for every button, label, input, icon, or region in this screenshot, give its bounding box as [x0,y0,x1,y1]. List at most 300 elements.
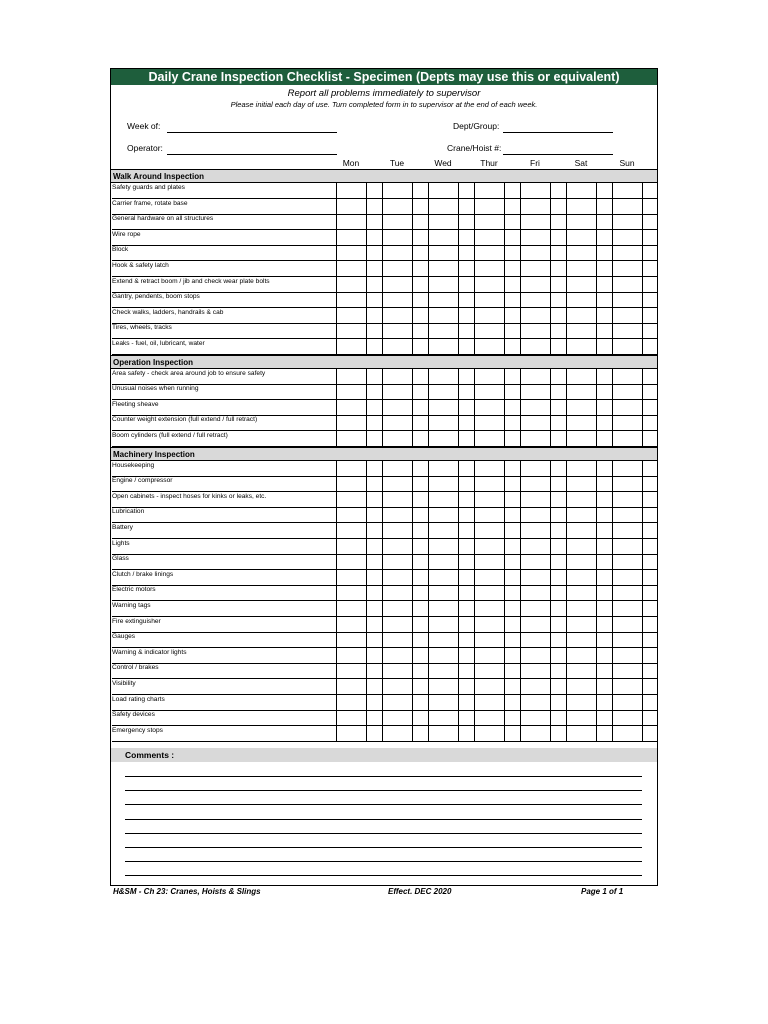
day-check-box[interactable] [612,617,643,633]
day-check-box[interactable] [382,384,413,400]
day-check-box[interactable] [336,601,367,617]
comment-line[interactable] [125,776,642,777]
day-check-box[interactable] [474,245,505,261]
day-check-box[interactable] [474,230,505,246]
row-gutter [367,617,382,633]
day-check-box[interactable] [428,261,459,277]
day-check-box[interactable] [336,523,367,539]
day-check-box[interactable] [336,679,367,695]
day-check-box[interactable] [520,384,551,400]
day-check-box[interactable] [336,230,367,246]
day-check-box[interactable] [336,277,367,293]
day-check-box[interactable] [336,384,367,400]
day-check-box[interactable] [336,339,367,355]
day-check-box[interactable] [428,308,459,324]
row-gutter [367,214,382,230]
row-gutter [413,726,428,742]
comment-line[interactable] [125,819,642,820]
day-check-box[interactable] [474,339,505,355]
row-gutter [643,199,658,215]
day-check-box[interactable] [566,461,597,477]
day-check-box[interactable] [428,476,459,492]
day-check-box[interactable] [336,726,367,742]
day-check-box[interactable] [520,617,551,633]
day-check-box[interactable] [566,308,597,324]
day-check-box[interactable] [566,369,597,385]
row-gutter [597,183,612,199]
comment-line[interactable] [125,804,642,805]
checklist-item-label: Safety devices [112,710,336,726]
day-check-box[interactable] [336,323,367,339]
day-check-box[interactable] [382,292,413,308]
row-gutter [551,523,566,539]
day-check-box[interactable] [336,617,367,633]
day-check-box[interactable] [520,339,551,355]
day-check-box[interactable] [520,308,551,324]
row-gutter [367,323,382,339]
operator-input[interactable] [167,154,337,155]
day-check-box[interactable] [428,199,459,215]
day-check-box[interactable] [612,601,643,617]
day-check-box[interactable] [520,183,551,199]
day-check-box[interactable] [520,663,551,679]
row-gutter [505,323,520,339]
day-check-box[interactable] [336,369,367,385]
row-gutter [643,369,658,385]
day-check-box[interactable] [428,539,459,555]
day-check-box[interactable] [474,261,505,277]
day-check-box[interactable] [382,523,413,539]
day-check-box[interactable] [336,554,367,570]
day-check-box[interactable] [612,323,643,339]
day-check-box[interactable] [612,230,643,246]
day-check-box[interactable] [520,245,551,261]
day-check-box[interactable] [520,214,551,230]
day-check-box[interactable] [566,523,597,539]
day-check-box[interactable] [428,492,459,508]
day-check-box[interactable] [382,539,413,555]
day-check-box[interactable] [428,554,459,570]
day-check-box[interactable] [428,585,459,601]
day-check-box[interactable] [566,648,597,664]
day-check-box[interactable] [336,245,367,261]
day-check-box[interactable] [382,245,413,261]
day-check-box[interactable] [520,492,551,508]
day-check-box[interactable] [382,461,413,477]
day-check-box[interactable] [520,431,551,447]
day-check-box[interactable] [612,384,643,400]
comment-line[interactable] [125,875,642,876]
day-check-box[interactable] [428,323,459,339]
dept-group-input[interactable] [503,132,613,133]
row-gutter [459,400,474,416]
day-check-box[interactable] [474,554,505,570]
day-check-box[interactable] [612,277,643,293]
day-check-box[interactable] [474,214,505,230]
day-check-box[interactable] [474,415,505,431]
checklist-item-label: Lights [112,539,336,555]
day-check-box[interactable] [474,648,505,664]
day-check-box[interactable] [612,400,643,416]
checklist-row [111,554,657,570]
day-check-box[interactable] [566,663,597,679]
day-check-box[interactable] [474,292,505,308]
day-check-box[interactable] [566,214,597,230]
day-check-box[interactable] [474,663,505,679]
day-check-box[interactable] [612,431,643,447]
day-check-box[interactable] [474,476,505,492]
day-check-box[interactable] [382,632,413,648]
day-check-box[interactable] [382,663,413,679]
day-check-box[interactable] [566,507,597,523]
day-check-box[interactable] [382,431,413,447]
day-check-box[interactable] [382,369,413,385]
day-check-box[interactable] [428,400,459,416]
day-check-box[interactable] [612,554,643,570]
day-check-box[interactable] [612,523,643,539]
day-check-box[interactable] [428,695,459,711]
day-check-box[interactable] [612,369,643,385]
day-check-box[interactable] [382,308,413,324]
day-check-box[interactable] [474,726,505,742]
comment-line[interactable] [125,847,642,848]
day-check-box[interactable] [520,601,551,617]
day-check-box[interactable] [428,617,459,633]
day-check-box[interactable] [520,570,551,586]
day-check-box[interactable] [612,570,643,586]
day-check-box[interactable] [428,570,459,586]
day-check-box[interactable] [336,539,367,555]
day-check-box[interactable] [428,415,459,431]
day-check-box[interactable] [428,461,459,477]
day-check-box[interactable] [382,507,413,523]
row-gutter [505,277,520,293]
day-check-box[interactable] [520,476,551,492]
day-check-box[interactable] [566,585,597,601]
day-check-box[interactable] [428,523,459,539]
day-check-box[interactable] [474,570,505,586]
day-check-box[interactable] [428,245,459,261]
day-check-box[interactable] [566,539,597,555]
day-check-box[interactable] [474,695,505,711]
crane-hoist-input[interactable] [503,154,613,155]
day-check-box[interactable] [520,323,551,339]
week-of-label: Week of: [127,121,161,131]
day-check-box[interactable] [566,245,597,261]
day-check-box[interactable] [566,726,597,742]
day-check-box[interactable] [428,679,459,695]
day-check-box[interactable] [382,323,413,339]
day-check-box[interactable] [474,308,505,324]
row-gutter [459,554,474,570]
day-check-box[interactable] [612,415,643,431]
row-gutter [413,369,428,385]
day-check-box[interactable] [474,400,505,416]
day-check-box[interactable] [428,292,459,308]
day-check-box[interactable] [566,261,597,277]
day-check-box[interactable] [428,384,459,400]
day-check-box[interactable] [566,292,597,308]
day-check-box[interactable] [382,695,413,711]
day-check-box[interactable] [566,230,597,246]
day-check-box[interactable] [612,679,643,695]
day-check-box[interactable] [428,601,459,617]
day-check-box[interactable] [612,507,643,523]
day-check-box[interactable] [566,632,597,648]
day-check-box[interactable] [474,492,505,508]
day-check-box[interactable] [474,431,505,447]
row-gutter [597,292,612,308]
day-check-box[interactable] [382,339,413,355]
day-check-box[interactable] [520,539,551,555]
day-check-box[interactable] [520,292,551,308]
checklist-item-label: Wire rope [112,230,336,246]
row-gutter [551,617,566,633]
day-check-box[interactable] [336,431,367,447]
day-check-box[interactable] [566,492,597,508]
day-check-box[interactable] [566,554,597,570]
day-check-box[interactable] [566,384,597,400]
day-check-box[interactable] [566,695,597,711]
row-gutter [367,648,382,664]
day-check-box[interactable] [566,339,597,355]
day-check-box[interactable] [566,617,597,633]
row-gutter [459,585,474,601]
day-check-box[interactable] [382,492,413,508]
day-check-box[interactable] [336,585,367,601]
day-check-box[interactable] [474,710,505,726]
checklist-item-label: Fire extinguisher [112,617,336,633]
day-header: Tue [389,158,405,168]
day-check-box[interactable] [566,323,597,339]
day-check-box[interactable] [336,183,367,199]
day-check-box[interactable] [382,261,413,277]
row-gutter [551,570,566,586]
day-check-box[interactable] [336,507,367,523]
day-check-box[interactable] [566,601,597,617]
day-check-box[interactable] [566,415,597,431]
day-check-box[interactable] [336,695,367,711]
day-check-box[interactable] [428,663,459,679]
row-gutter [551,230,566,246]
day-check-box[interactable] [336,648,367,664]
day-check-box[interactable] [336,308,367,324]
day-check-box[interactable] [474,277,505,293]
row-gutter [551,476,566,492]
week-of-input[interactable] [167,132,337,133]
row-gutter [459,369,474,385]
day-check-box[interactable] [382,183,413,199]
day-check-box[interactable] [612,261,643,277]
day-check-box[interactable] [520,277,551,293]
comment-line[interactable] [125,790,642,791]
day-check-box[interactable] [336,570,367,586]
day-check-box[interactable] [382,277,413,293]
day-check-box[interactable] [474,601,505,617]
day-check-box[interactable] [474,617,505,633]
checklist-item-label: Engine / compressor [112,476,336,492]
day-check-box[interactable] [428,369,459,385]
day-check-box[interactable] [428,183,459,199]
day-check-box[interactable] [566,183,597,199]
row-gutter [505,183,520,199]
day-check-box[interactable] [566,679,597,695]
day-check-box[interactable] [520,710,551,726]
day-check-box[interactable] [428,726,459,742]
comment-line[interactable] [125,861,642,862]
comment-line[interactable] [125,833,642,834]
day-check-box[interactable] [520,679,551,695]
row-gutter [505,679,520,695]
day-check-box[interactable] [612,245,643,261]
day-check-box[interactable] [336,199,367,215]
day-check-box[interactable] [382,214,413,230]
row-gutter [597,199,612,215]
day-check-box[interactable] [382,415,413,431]
day-check-box[interactable] [382,617,413,633]
row-gutter [643,308,658,324]
row-gutter [551,323,566,339]
day-check-box[interactable] [520,415,551,431]
day-check-box[interactable] [612,710,643,726]
day-check-box[interactable] [520,230,551,246]
day-check-box[interactable] [474,323,505,339]
day-check-box[interactable] [566,570,597,586]
day-check-box[interactable] [474,539,505,555]
day-check-box[interactable] [474,523,505,539]
day-check-box[interactable] [612,648,643,664]
day-check-box[interactable] [474,461,505,477]
day-check-box[interactable] [612,308,643,324]
day-check-box[interactable] [520,261,551,277]
day-check-box[interactable] [382,199,413,215]
day-check-box[interactable] [612,214,643,230]
day-check-box[interactable] [428,648,459,664]
day-check-box[interactable] [566,277,597,293]
day-check-box[interactable] [428,339,459,355]
day-check-box[interactable] [612,199,643,215]
day-check-box[interactable] [474,183,505,199]
day-check-box[interactable] [566,400,597,416]
row-gutter [597,230,612,246]
day-check-box[interactable] [520,507,551,523]
day-check-box[interactable] [428,230,459,246]
day-check-box[interactable] [474,632,505,648]
row-gutter [505,261,520,277]
day-check-box[interactable] [336,492,367,508]
day-check-box[interactable] [612,492,643,508]
day-check-box[interactable] [612,585,643,601]
day-check-box[interactable] [612,632,643,648]
day-check-box[interactable] [566,199,597,215]
footer-right: Page 1 of 1 [581,887,624,896]
day-header: Sat [574,158,588,168]
checklist-row [111,230,657,246]
day-check-box[interactable] [428,632,459,648]
day-check-box[interactable] [382,585,413,601]
day-check-box[interactable] [520,400,551,416]
row-gutter [643,384,658,400]
day-check-box[interactable] [612,183,643,199]
day-check-box[interactable] [336,261,367,277]
day-check-box[interactable] [382,648,413,664]
checklist-item-label: Check walks, ladders, handrails & cab [112,308,336,324]
row-gutter [597,554,612,570]
day-check-box[interactable] [520,585,551,601]
day-check-box[interactable] [336,461,367,477]
day-check-box[interactable] [520,523,551,539]
day-check-box[interactable] [382,570,413,586]
day-check-box[interactable] [336,292,367,308]
day-check-box[interactable] [336,214,367,230]
day-check-box[interactable] [336,710,367,726]
day-header: Wed [434,158,452,168]
day-check-box[interactable] [612,476,643,492]
day-check-box[interactable] [520,369,551,385]
day-check-box[interactable] [336,415,367,431]
day-check-box[interactable] [382,230,413,246]
day-check-box[interactable] [336,663,367,679]
day-check-box[interactable] [474,507,505,523]
row-gutter [551,308,566,324]
day-check-box[interactable] [520,554,551,570]
day-check-box[interactable] [520,695,551,711]
day-check-box[interactable] [612,695,643,711]
day-check-box[interactable] [566,476,597,492]
row-gutter [597,507,612,523]
row-gutter [413,507,428,523]
day-check-box[interactable] [382,726,413,742]
checklist-item-label: Visibility [112,679,336,695]
day-check-box[interactable] [428,214,459,230]
day-check-box[interactable] [566,431,597,447]
day-check-box[interactable] [428,277,459,293]
row-gutter [551,663,566,679]
day-check-box[interactable] [382,400,413,416]
day-check-box[interactable] [520,632,551,648]
day-check-box[interactable] [382,601,413,617]
day-check-box[interactable] [474,585,505,601]
row-gutter [367,183,382,199]
day-check-box[interactable] [474,369,505,385]
day-check-box[interactable] [474,199,505,215]
day-check-box[interactable] [612,726,643,742]
day-check-box[interactable] [428,431,459,447]
day-check-box[interactable] [612,339,643,355]
day-check-box[interactable] [612,539,643,555]
day-check-box[interactable] [520,199,551,215]
day-check-box[interactable] [474,679,505,695]
day-check-box[interactable] [612,292,643,308]
day-check-box[interactable] [428,710,459,726]
day-check-box[interactable] [612,663,643,679]
day-check-box[interactable] [474,384,505,400]
day-check-box[interactable] [566,710,597,726]
row-gutter [597,214,612,230]
day-check-box[interactable] [612,461,643,477]
day-check-box[interactable] [520,461,551,477]
day-check-box[interactable] [520,648,551,664]
day-check-box[interactable] [382,679,413,695]
day-check-box[interactable] [336,400,367,416]
day-check-box[interactable] [382,710,413,726]
day-check-box[interactable] [520,726,551,742]
day-check-box[interactable] [336,632,367,648]
day-check-box[interactable] [336,476,367,492]
day-check-box[interactable] [382,476,413,492]
day-check-box[interactable] [428,507,459,523]
day-check-box[interactable] [382,554,413,570]
